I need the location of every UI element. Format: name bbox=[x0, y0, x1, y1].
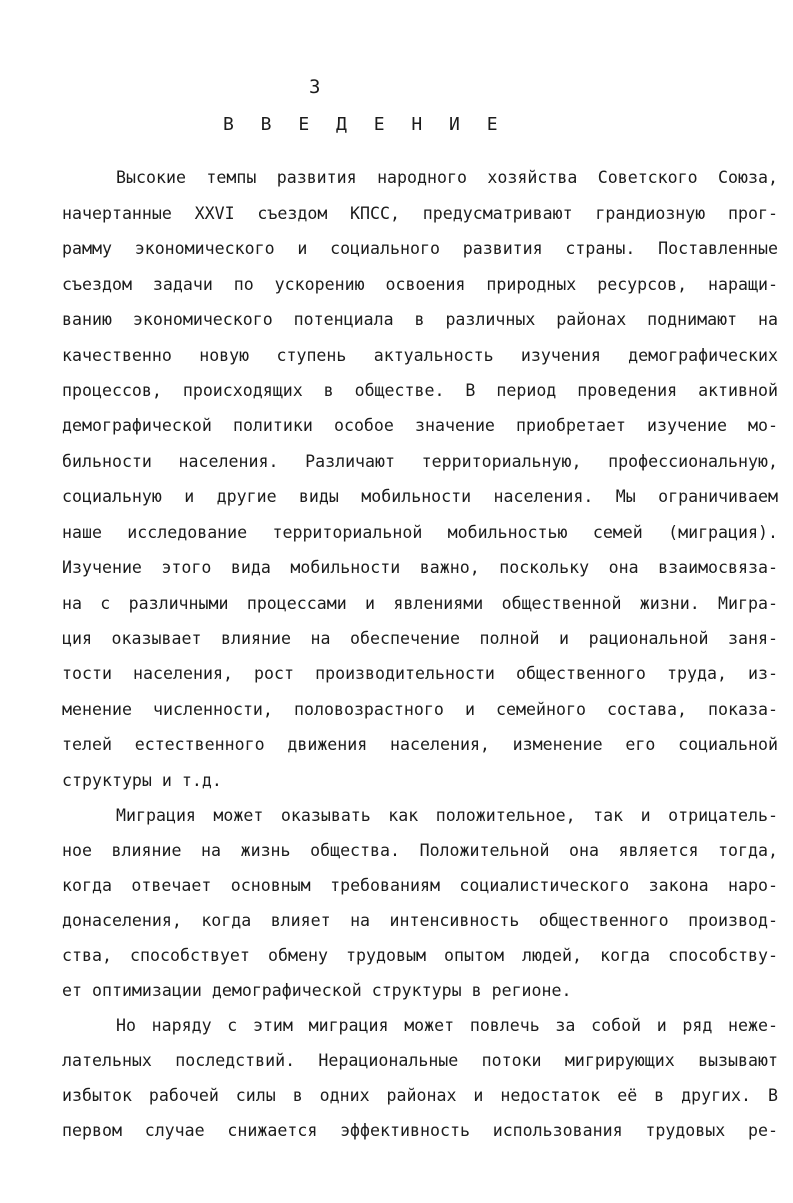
text-line: ванию экономического потенциала в различных районах поднимают на bbox=[62, 310, 778, 329]
text-line: бильности населения. Различают территориальную, профессиональную, bbox=[62, 452, 778, 471]
text-line: процессов, происходящих в обществе. В период проведения активной bbox=[62, 381, 778, 400]
text-line: первом случае снижается эффективность использования трудовых ре- bbox=[62, 1121, 778, 1140]
text-line: наше исследование территориальной мобильностью семей (миграция). bbox=[62, 523, 778, 542]
text-line: структуры и т.д. bbox=[62, 771, 222, 790]
text-line: когда отвечает основным требованиям социалистического закона наро- bbox=[62, 876, 778, 895]
text-line: на с различными процессами и явлениями общественной жизни. Мигра- bbox=[62, 594, 778, 613]
text-line: ства, способствует обмену трудовым опытом людей, когда способству- bbox=[62, 946, 778, 965]
text-line: ция оказывает влияние на обеспечение полной и рациональной заня- bbox=[62, 629, 778, 648]
text-line: рамму экономического и социального развития страны. Поставленные bbox=[62, 239, 778, 258]
text-line: ное влияние на жизнь общества. Положительной она является тогда, bbox=[62, 841, 778, 860]
page-title: В В Е Д Е Н И Е bbox=[223, 114, 506, 135]
text-line: донаселения, когда влияет на интенсивность общественного производ- bbox=[62, 911, 778, 930]
text-line: Изучение этого вида мобильности важно, поскольку она взаимосвяза- bbox=[62, 558, 778, 577]
text-line: телей естественного движения населения, изменение его социальной bbox=[62, 735, 778, 754]
text-line: качественно новую ступень актуальность изучения демографических bbox=[62, 346, 778, 365]
page-number: 3 bbox=[309, 76, 321, 98]
text-line: Высокие темпы развития народного хозяйства Советского Союза, bbox=[116, 168, 778, 187]
text-line: тости населения, рост производительности общественного труда, из- bbox=[62, 664, 778, 683]
text-line: избыток рабочей силы в одних районах и недостаток её в других. В bbox=[62, 1086, 778, 1105]
text-line: начертанные XXVI съездом КПСС, предусматривают грандиозную прог- bbox=[62, 204, 778, 223]
text-line: ет оптимизации демографической структуры в регионе. bbox=[62, 981, 572, 1000]
text-line: Но наряду с этим миграция может повлечь за собой и ряд неже- bbox=[116, 1016, 778, 1035]
text-line: демографической политики особое значение приобретает изучение мо- bbox=[62, 416, 778, 435]
text-line: менение численности, половозрастного и семейного состава, показа- bbox=[62, 700, 778, 719]
text-line: социальную и другие виды мобильности населения. Мы ограничиваем bbox=[62, 487, 778, 506]
text-line: лательных последствий. Нерациональные потоки мигрирующих вызывают bbox=[62, 1051, 778, 1070]
text-line: Миграция может оказывать как положительное, так и отрицатель- bbox=[116, 806, 778, 825]
text-line: съездом задачи по ускорению освоения природных ресурсов, наращи- bbox=[62, 275, 778, 294]
